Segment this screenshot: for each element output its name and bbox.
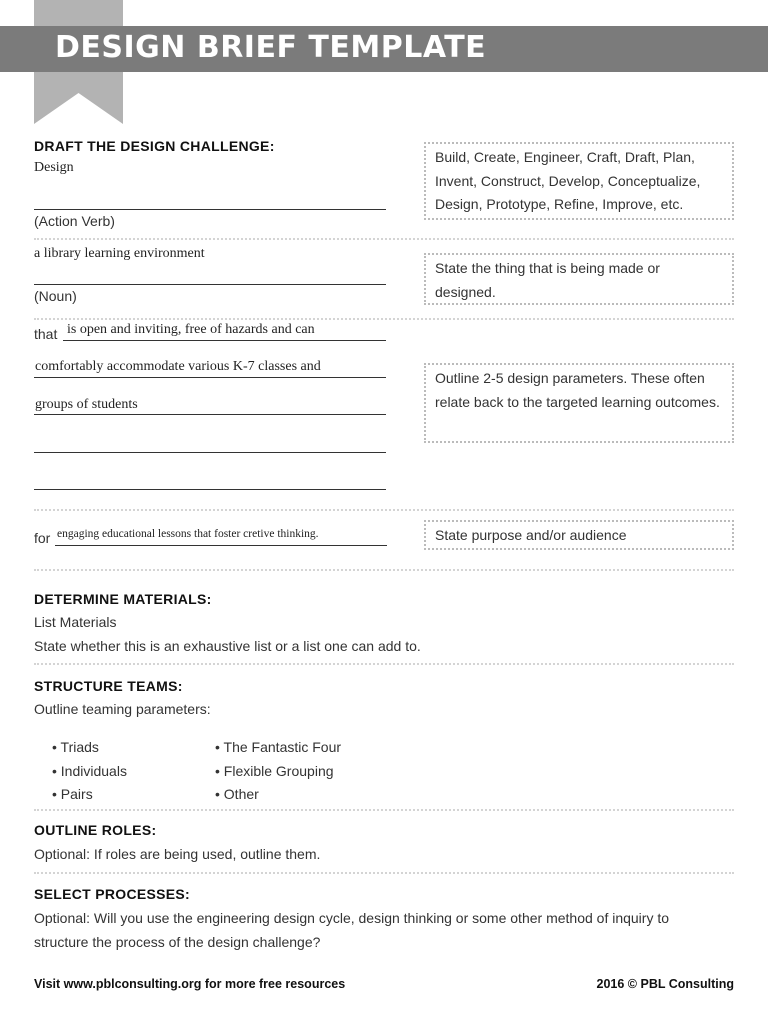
team-option: • Individuals xyxy=(52,763,127,779)
that-line-2[interactable] xyxy=(34,377,386,378)
action-verb-label: (Action Verb) xyxy=(34,213,115,229)
action-verb-hint-box xyxy=(424,142,734,220)
teams-intro: Outline teaming parameters: xyxy=(34,701,211,717)
that-value-3[interactable]: groups of students xyxy=(35,397,138,412)
for-line[interactable] xyxy=(55,545,387,546)
noun-hint-box xyxy=(424,253,734,305)
that-line-4[interactable] xyxy=(34,452,386,453)
team-option: • Pairs xyxy=(52,786,93,802)
draft-heading: DRAFT THE DESIGN CHALLENGE: xyxy=(34,138,275,154)
params-hint-box xyxy=(424,363,734,443)
that-line-1[interactable] xyxy=(63,340,386,341)
action-verb-hint: Build, Create, Engineer, Craft, Draft, Plan, Invent, Construct, Develop, Conceptualize, Design, Prototype, Refine, Improve, etc. xyxy=(435,149,701,212)
noun-hint: State the thing that is being made or designed. xyxy=(435,260,660,300)
noun-label: (Noun) xyxy=(34,288,77,304)
for-hint-box xyxy=(424,520,734,550)
that-word: that xyxy=(34,326,58,342)
action-verb-line[interactable] xyxy=(34,209,386,210)
footer-resources-link[interactable]: Visit www.pblconsulting.org for more free resources xyxy=(34,977,346,991)
section-divider xyxy=(34,872,734,874)
section-divider xyxy=(34,569,734,571)
team-option: • The Fantastic Four xyxy=(215,739,342,755)
that-value-1[interactable]: is open and inviting, free of hazards and can xyxy=(67,322,315,337)
materials-line-1: List Materials xyxy=(34,614,117,630)
materials-heading: DETERMINE MATERIALS: xyxy=(34,591,212,607)
for-value[interactable]: engaging educational lessons that foster cretive thinking. xyxy=(57,528,319,540)
for-hint: State purpose and/or audience xyxy=(435,527,627,543)
team-option: • Flexible Grouping xyxy=(215,763,334,779)
params-hint: Outline 2-5 design parameters. These often relate back to the targeted learning outcomes. xyxy=(435,370,720,410)
team-option: • Other xyxy=(215,786,259,802)
section-divider xyxy=(34,509,734,511)
noun-line[interactable] xyxy=(34,284,386,285)
page-title: DESIGN BRIEF TEMPLATE xyxy=(55,30,487,65)
section-divider xyxy=(34,318,734,320)
noun-value[interactable]: a library learning environment xyxy=(34,246,205,261)
teams-heading: STRUCTURE TEAMS: xyxy=(34,678,183,694)
section-divider xyxy=(34,809,734,811)
team-option: • Triads xyxy=(52,739,99,755)
that-line-5[interactable] xyxy=(34,489,386,490)
that-value-2[interactable]: comfortably accommodate various K-7 classes and xyxy=(35,359,321,374)
materials-line-2: State whether this is an exhaustive list or a list one can add to. xyxy=(34,638,421,654)
processes-line-2: structure the process of the design challenge? xyxy=(34,934,321,950)
processes-heading: SELECT PROCESSES: xyxy=(34,886,191,902)
design-word: Design xyxy=(34,160,74,175)
footer-copyright: 2016 © PBL Consulting xyxy=(596,977,734,991)
processes-line-1: Optional: Will you use the engineering design cycle, design thinking or some other method of inquiry to xyxy=(34,910,670,926)
section-divider xyxy=(34,238,734,240)
section-divider xyxy=(34,663,734,665)
that-line-3[interactable] xyxy=(34,414,386,415)
for-word: for xyxy=(34,530,51,546)
roles-text: Optional: If roles are being used, outline them. xyxy=(34,846,321,862)
roles-heading: OUTLINE ROLES: xyxy=(34,822,157,838)
